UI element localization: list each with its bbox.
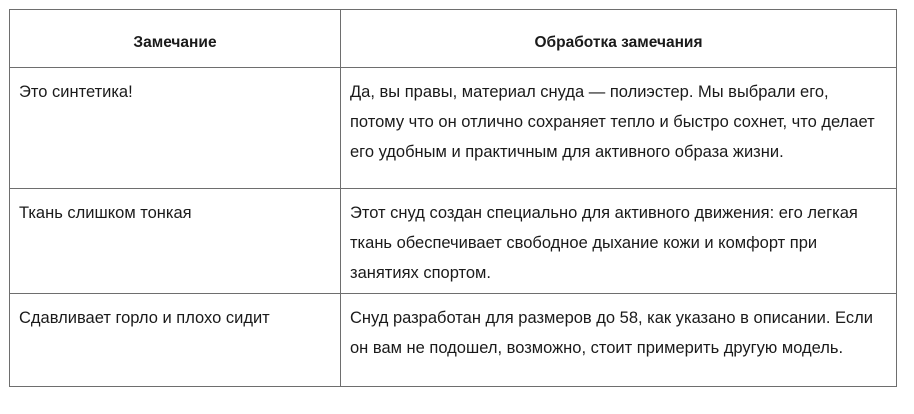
table-header-row (10, 10, 897, 68)
objection-handling-table (9, 9, 897, 387)
header-handling: Обработка замечания (341, 10, 897, 68)
table-row (10, 294, 897, 387)
table-row (10, 189, 897, 294)
objection-cell: Сдавливает горло и плохо сидит (10, 294, 341, 387)
header-objection: Замечание (10, 10, 341, 68)
handling-cell: Этот снуд создан специально для активного движения: его легкая ткань обеспечивает свободное дыхание кожи и комфорт при занятиях спортом. (341, 189, 897, 294)
objection-cell: Ткань слишком тонкая (10, 189, 341, 294)
objection-cell: Это синтетика! (10, 68, 341, 189)
table-row (10, 68, 897, 189)
handling-cell: Да, вы правы, материал снуда — полиэстер. Мы выбрали его, потому что он отлично сохраняет тепло и быстро сохнет, что делает его удобным и практичным для активного образа жизни. (341, 68, 897, 189)
handling-cell: Снуд разработан для размеров до 58, как указано в описании. Если он вам не подошел, возможно, стоит примерить другую модель. (341, 294, 897, 387)
